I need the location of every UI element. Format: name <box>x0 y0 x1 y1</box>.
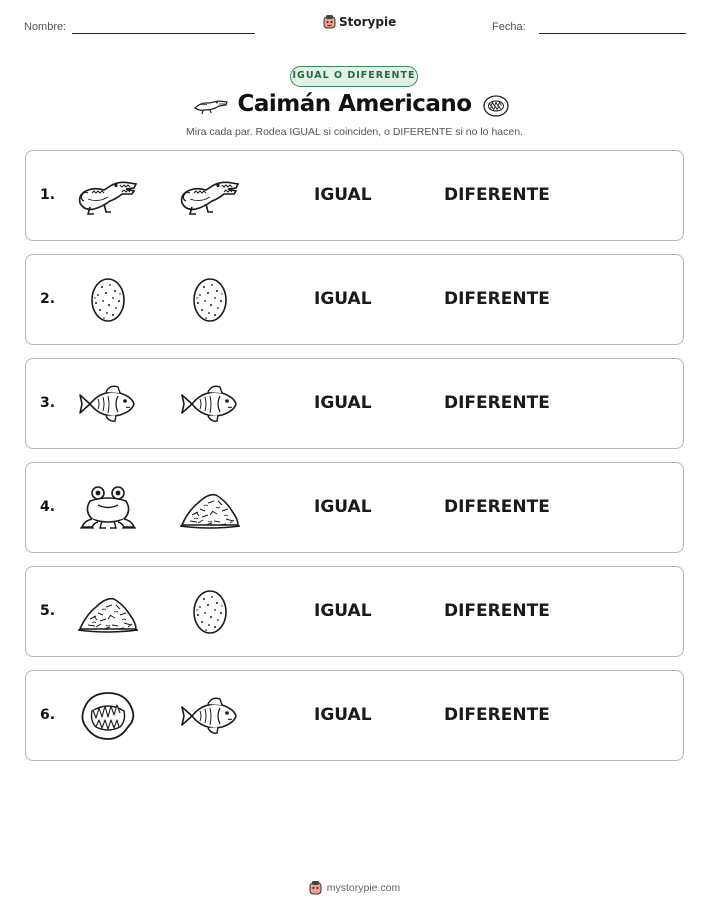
instructions: Mira cada par. Rodea IGUAL si coinciden, o DIFERENTE si no lo hacen. <box>186 126 523 138</box>
date-line[interactable] <box>539 33 686 34</box>
page-title: Caimán Americano <box>237 91 472 117</box>
pair-row-4 <box>25 462 684 553</box>
pair-row-2 <box>25 254 684 345</box>
teeth-mouth-icon <box>482 92 510 120</box>
footer <box>0 880 709 895</box>
storypie-mascot-icon <box>309 880 322 895</box>
pair-row-1 <box>25 150 684 241</box>
different-option[interactable]: DIFERENTE <box>444 185 550 205</box>
same-option[interactable]: IGUAL <box>314 289 372 309</box>
date-label: Fecha: <box>492 21 526 33</box>
egg-icon <box>76 273 140 327</box>
storypie-logo <box>323 14 396 29</box>
alligator-icon <box>76 169 140 223</box>
footer-url[interactable]: mystorypie.com <box>326 881 401 894</box>
name-label: Nombre: <box>24 21 67 33</box>
nest-mound-icon <box>178 481 242 535</box>
pair-row-3 <box>25 358 684 449</box>
different-option[interactable]: DIFERENTE <box>444 601 550 621</box>
egg-icon <box>178 273 242 327</box>
worksheet-type-badge: IGUAL O DIFERENTE <box>290 66 418 87</box>
brand-name: Storypie <box>339 14 397 29</box>
same-option[interactable]: IGUAL <box>314 601 372 621</box>
name-line[interactable] <box>72 33 255 34</box>
fish-icon <box>178 377 242 431</box>
fish-icon <box>178 689 242 743</box>
nest-mound-icon <box>76 585 140 639</box>
row-number: 1. <box>40 187 56 203</box>
same-option[interactable]: IGUAL <box>314 393 372 413</box>
alligator-icon <box>178 169 242 223</box>
different-option[interactable]: DIFERENTE <box>444 393 550 413</box>
page-title-wrap <box>0 91 709 117</box>
egg-icon <box>178 585 242 639</box>
row-number: 4. <box>40 499 56 515</box>
same-option[interactable]: IGUAL <box>314 497 372 517</box>
row-number: 2. <box>40 291 56 307</box>
different-option[interactable]: DIFERENTE <box>444 289 550 309</box>
row-number: 6. <box>40 707 56 723</box>
different-option[interactable]: DIFERENTE <box>444 705 550 725</box>
frog-icon <box>76 481 140 535</box>
pair-row-6 <box>25 670 684 761</box>
pair-row-5 <box>25 566 684 657</box>
fish-icon <box>76 377 140 431</box>
teeth-mouth-icon <box>76 689 140 743</box>
storypie-mascot-icon <box>323 14 336 29</box>
same-option[interactable]: IGUAL <box>314 705 372 725</box>
row-number: 3. <box>40 395 56 411</box>
different-option[interactable]: DIFERENTE <box>444 497 550 517</box>
same-option[interactable]: IGUAL <box>314 185 372 205</box>
row-number: 5. <box>40 603 56 619</box>
